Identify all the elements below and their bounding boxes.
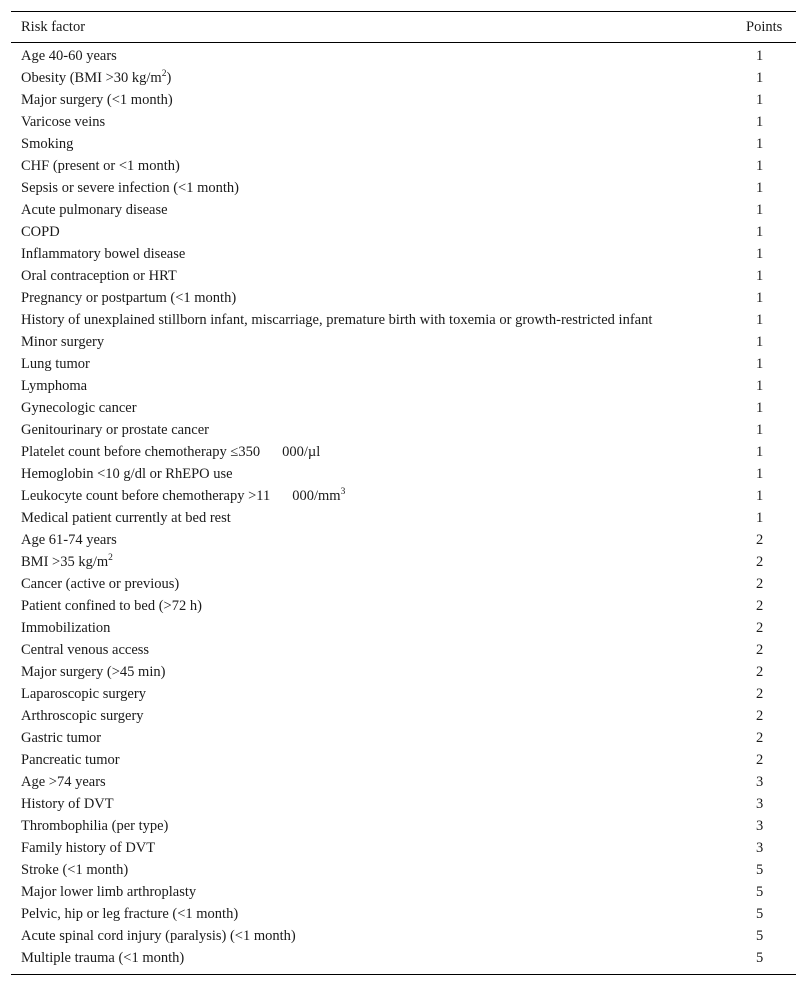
points-cell: 2	[756, 752, 764, 768]
risk-factor-cell	[11, 265, 734, 287]
table-row	[11, 727, 796, 749]
table-row	[11, 903, 796, 925]
risk-factor-cell	[11, 89, 734, 111]
superscript: 2	[108, 553, 113, 563]
risk-factor-cell	[11, 661, 734, 683]
risk-factor-text: Lung tumor	[21, 356, 90, 372]
risk-factor-cell	[11, 419, 734, 441]
risk-factor-text: Patient confined to bed (>72 h)	[21, 598, 202, 614]
risk-factor-text: Age 40-60 years	[21, 48, 117, 64]
points-cell: 1	[756, 510, 764, 526]
table-row	[11, 287, 796, 309]
risk-factor-text: Leukocyte count before chemotherapy >11	[21, 488, 271, 504]
risk-factor-text: Thrombophilia (per type)	[21, 818, 169, 834]
table-row	[11, 529, 796, 551]
table-row	[11, 859, 796, 881]
risk-factor-cell	[11, 705, 734, 727]
risk-factor-text: Varicose veins	[21, 114, 106, 130]
points-cell: 2	[756, 686, 764, 702]
risk-factor-cell	[11, 331, 734, 353]
table-row	[11, 947, 796, 975]
points-cell: 5	[756, 862, 764, 878]
points-cell: 2	[756, 664, 764, 680]
superscript: 2	[161, 69, 167, 79]
risk-factor-cell	[11, 133, 734, 155]
table-row	[11, 485, 796, 507]
points-cell: 3	[756, 796, 764, 812]
risk-factor-text: COPD	[21, 224, 60, 240]
points-cell: 3	[756, 774, 764, 790]
risk-factor-cell	[11, 177, 734, 199]
risk-factor-text: Acute spinal cord injury (paralysis) (<1 month)	[21, 928, 296, 944]
points-cell: 1	[756, 444, 764, 460]
points-cell: 1	[756, 224, 764, 240]
table-row	[11, 749, 796, 771]
risk-factor-cell	[11, 771, 734, 793]
risk-factor-cell	[11, 507, 734, 529]
risk-factor-text: Gynecologic cancer	[21, 400, 137, 416]
risk-factor-cell	[11, 595, 734, 617]
table-row	[11, 221, 796, 243]
points-cell: 5	[734, 947, 796, 975]
risk-factor-text: Laparoscopic surgery	[21, 686, 146, 702]
points-cell: 1	[756, 246, 764, 262]
risk-factor-cell	[11, 925, 734, 947]
points-cell: 1	[756, 48, 764, 64]
points-cell: 1	[756, 180, 764, 196]
risk-factor-text: Oral contraception or HRT	[21, 268, 177, 284]
table-row	[11, 199, 796, 221]
risk-factor-cell	[11, 441, 734, 463]
table-row	[11, 89, 796, 111]
table-row	[11, 243, 796, 265]
table-row	[11, 683, 796, 705]
points-cell: 2	[756, 730, 764, 746]
risk-factor-text: Genitourinary or prostate cancer	[21, 422, 210, 438]
points-cell: 1	[756, 114, 764, 130]
table-row	[11, 705, 796, 727]
risk-factor-cell	[11, 199, 734, 221]
points-cell: 5	[756, 884, 764, 900]
points-cell: 1	[756, 136, 764, 152]
risk-factor-text: Cancer (active or previous)	[21, 576, 180, 592]
table-row	[11, 309, 796, 331]
risk-factor-cell	[11, 221, 734, 243]
risk-factor-text: Pancreatic tumor	[21, 752, 120, 768]
risk-factor-text: Multiple trauma (<1 month)	[21, 950, 185, 966]
risk-factor-cell	[11, 947, 734, 975]
points-cell: 1	[756, 70, 764, 86]
table-row	[11, 111, 796, 133]
points-cell: 2	[756, 576, 764, 592]
risk-factor-text: Major surgery (>45 min)	[21, 664, 166, 680]
table-body	[11, 43, 796, 975]
table-row	[11, 507, 796, 529]
points-cell: 1	[756, 202, 764, 218]
risk-factor-cell	[11, 551, 734, 573]
risk-factor-text-suffix: 000/µl	[282, 444, 321, 460]
risk-factor-text: Major lower limb arthroplasty	[21, 884, 197, 900]
table-row	[11, 639, 796, 661]
header-risk-factor: Risk factor	[11, 12, 734, 43]
risk-factor-text: Sepsis or severe infection (<1 month)	[21, 180, 239, 196]
risk-factor-cell	[11, 463, 734, 485]
risk-factor-text: Central venous access	[21, 642, 150, 658]
points-cell: 1	[756, 158, 764, 174]
points-cell: 1	[756, 356, 764, 372]
risk-factor-text: Lymphoma	[21, 378, 88, 394]
table-row	[11, 177, 796, 199]
table-row	[11, 595, 796, 617]
risk-factor-cell	[11, 683, 734, 705]
risk-factor-cell	[11, 881, 734, 903]
risk-factor-cell	[11, 67, 734, 89]
risk-factor-text: Arthroscopic surgery	[21, 708, 144, 724]
risk-factor-cell	[11, 397, 734, 419]
points-cell: 1	[756, 488, 764, 504]
table-row	[11, 353, 796, 375]
risk-factor-cell	[11, 111, 734, 133]
risk-factor-cell	[11, 529, 734, 551]
risk-factor-cell	[11, 617, 734, 639]
table-row	[11, 837, 796, 859]
risk-factor-text: Age 61-74 years	[21, 532, 117, 548]
risk-factor-cell	[11, 309, 734, 331]
points-cell: 1	[756, 290, 764, 306]
points-cell: 3	[756, 818, 764, 834]
risk-factor-table	[11, 11, 796, 975]
risk-factor-cell	[11, 815, 734, 837]
table-row	[11, 881, 796, 903]
points-cell: 1	[756, 92, 764, 108]
risk-factor-text-suffix: 000/mm	[292, 488, 341, 504]
table-row	[11, 573, 796, 595]
table-row	[11, 815, 796, 837]
table-row	[11, 661, 796, 683]
risk-factor-text: Immobilization	[21, 620, 111, 636]
risk-factor-text: History of DVT	[21, 796, 114, 812]
points-cell: 1	[756, 334, 764, 350]
risk-factor-text: Age >74 years	[21, 774, 106, 790]
risk-factor-text: Gastric tumor	[21, 730, 102, 746]
risk-factor-cell	[11, 793, 734, 815]
table-row	[11, 419, 796, 441]
risk-factor-text: Inflammatory bowel disease	[21, 246, 186, 262]
table-row	[11, 441, 796, 463]
points-cell: 2	[756, 598, 764, 614]
points-cell: 2	[756, 642, 764, 658]
risk-factor-cell	[11, 903, 734, 925]
risk-factor-cell	[11, 155, 734, 177]
table-row	[11, 397, 796, 419]
risk-factor-text: Pregnancy or postpartum (<1 month)	[21, 290, 237, 306]
table-row	[11, 375, 796, 397]
risk-factor-text: CHF (present or <1 month)	[21, 158, 180, 174]
risk-factor-text: Obesity (BMI >30 kg/m	[21, 70, 162, 86]
risk-factor-cell	[11, 727, 734, 749]
risk-factor-text: Smoking	[21, 136, 74, 152]
table-row	[11, 551, 796, 573]
table-row	[11, 793, 796, 815]
table-row	[11, 43, 796, 68]
points-cell: 3	[756, 840, 764, 856]
risk-factor-text: Hemoglobin <10 g/dl or RhEPO use	[21, 466, 233, 482]
risk-factor-cell	[11, 243, 734, 265]
risk-factor-text: Family history of DVT	[21, 840, 156, 856]
points-cell: 5	[756, 906, 764, 922]
risk-factor-cell	[11, 485, 734, 507]
table-row	[11, 331, 796, 353]
risk-factor-text: Platelet count before chemotherapy ≤350	[21, 444, 261, 460]
table-row	[11, 155, 796, 177]
points-cell: 1	[756, 378, 764, 394]
points-cell: 5	[756, 928, 764, 944]
points-cell: 1	[756, 466, 764, 482]
points-cell: 1	[756, 422, 764, 438]
risk-factor-cell	[11, 749, 734, 771]
table-row	[11, 133, 796, 155]
header-points: Points	[734, 12, 796, 43]
table-row	[11, 925, 796, 947]
risk-factor-text: BMI >35 kg/m	[21, 554, 109, 570]
risk-factor-cell	[11, 353, 734, 375]
table-row	[11, 67, 796, 89]
risk-factor-cell	[11, 573, 734, 595]
risk-factor-cell	[11, 43, 734, 68]
risk-factor-text: Stroke (<1 month)	[21, 862, 129, 878]
risk-factor-cell	[11, 639, 734, 661]
table-header-row	[11, 12, 796, 43]
points-cell: 1	[756, 312, 764, 328]
table-row	[11, 771, 796, 793]
points-cell: 2	[756, 620, 764, 636]
risk-factor-text: Pelvic, hip or leg fracture (<1 month)	[21, 906, 239, 922]
points-cell: 2	[756, 554, 764, 570]
table-row	[11, 265, 796, 287]
table-row	[11, 463, 796, 485]
table-row	[11, 617, 796, 639]
points-cell: 2	[756, 708, 764, 724]
points-cell: 2	[756, 532, 764, 548]
risk-factor-text: Medical patient currently at bed rest	[21, 510, 231, 526]
points-cell: 1	[756, 400, 764, 416]
risk-factor-cell	[11, 375, 734, 397]
risk-factor-text: Acute pulmonary disease	[21, 202, 168, 218]
risk-factor-cell	[11, 287, 734, 309]
risk-factor-cell	[11, 859, 734, 881]
risk-factor-text: Major surgery (<1 month)	[21, 92, 173, 108]
superscript: 3	[340, 487, 346, 497]
risk-factor-cell	[11, 837, 734, 859]
risk-factor-text-suffix: )	[166, 70, 172, 86]
points-cell: 1	[756, 268, 764, 284]
risk-factor-text: History of unexplained stillborn infant, miscarriage, premature birth with toxemia or growth-restricted infant	[21, 312, 653, 328]
risk-factor-table-container	[11, 11, 796, 975]
risk-factor-text: Minor surgery	[21, 334, 105, 350]
